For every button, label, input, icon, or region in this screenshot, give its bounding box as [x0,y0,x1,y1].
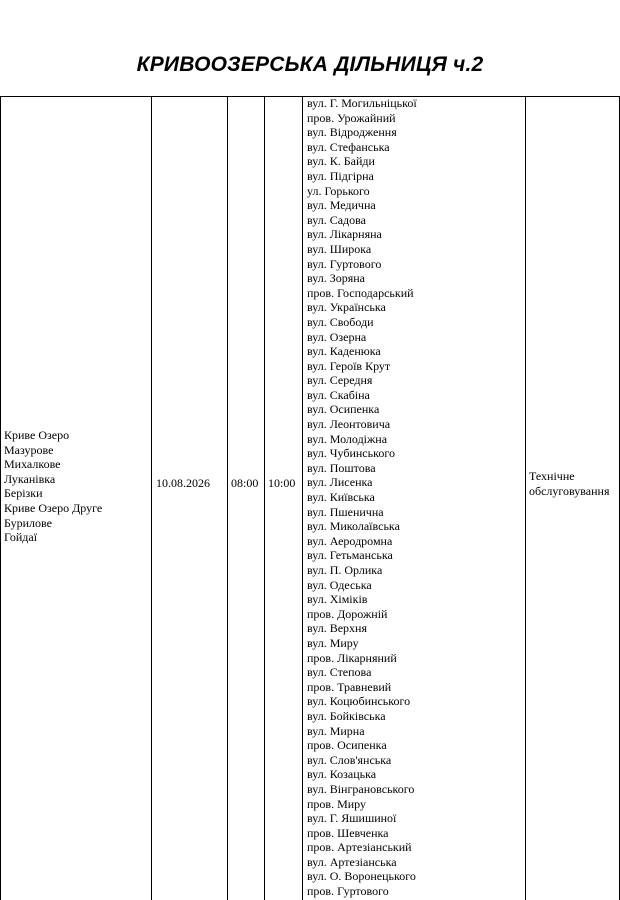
village-item: Мазурове [4,442,54,457]
street-item: вул. Чубинського [307,446,395,461]
street-item: пров. Миру [307,796,367,811]
village-item: Михалкове [4,457,61,472]
street-item: вул. Одеська [307,577,372,592]
street-item: вул. Свободи [307,314,374,329]
street-item: вул. О. Воронецького [307,869,416,884]
street-item: вул. Українська [307,300,386,315]
street-item: вул. Миколаївська [307,519,400,534]
street-item: вул. Зоряна [307,271,365,286]
street-item: ул. Горького [307,183,370,198]
date-cell: 10.08.2026 [156,476,210,490]
reason-cell [529,469,610,498]
street-item: вул. Лисенка [307,475,373,490]
street-item: пров. Господарський [307,285,414,300]
street-item: вул. Лікарняна [307,227,382,242]
street-item: пров. Шевченка [307,825,389,840]
street-item: вул. Леонтовича [307,417,391,432]
village-item: Бурилове [4,515,52,530]
street-item: вул. Стефанська [307,139,390,154]
street-item: вул. Г. Могильніцької [307,96,417,110]
end-time-cell: 10:00 [268,476,296,490]
village-item: Луканівка [4,471,56,486]
street-item: вул. Молодіжна [307,431,388,446]
street-item: вул. Коцюбинського [307,694,411,709]
street-item: вул. Аеродромна [307,533,393,548]
street-item: пров. Урожайний [307,110,396,125]
street-item: пров. Дорожній [307,606,388,621]
table-border-left [0,96,1,900]
street-item: пров. Осипенка [307,738,387,753]
street-item: вул. Середня [307,373,373,388]
outage-table [0,96,620,900]
street-item: вул. Гуртового [307,256,382,271]
village-item: Криве Озеро Друге [4,500,103,515]
street-item: вул. Мирна [307,723,365,738]
street-item: вул. Садова [307,212,366,227]
street-item: вул. Відродження [307,125,397,140]
village-item: Криве Озеро [4,428,70,442]
column-divider-1 [151,96,152,900]
street-item: вул. Г. Яшишиної [307,811,397,826]
street-item: вул. Хіміків [307,592,368,607]
street-item: вул. Пшенична [307,504,384,519]
street-item: вул. Бойківська [307,708,386,723]
street-item: вул. Озерна [307,329,367,344]
street-item: вул. Скабіна [307,387,370,402]
street-item: вул. Миру [307,635,359,650]
street-item: вул. Медична [307,198,376,213]
reason-line: обслуговування [529,483,610,498]
village-item: Берізки [4,486,43,501]
column-divider-5 [525,96,526,900]
street-item: вул. Вінграновського [307,781,415,796]
street-item: пров. Артезіанський [307,840,412,855]
village-item: Гойдаї [4,530,38,545]
street-item: пров. Лікарняний [307,650,397,665]
page-title: КРИВООЗЕРСЬКА ДІЛЬНИЦЯ ч.2 [136,53,484,76]
column-divider-2 [227,96,228,900]
reason-line: Технічне [529,469,575,483]
street-item: вул. Широка [307,241,372,256]
street-item: пров. Гуртового [307,884,389,899]
start-time-cell: 08:00 [231,476,259,490]
villages-cell [4,428,102,545]
street-item: вул. Київська [307,490,375,505]
street-item: вул. Артезіанська [307,854,397,869]
street-item: пров. Травневий [307,679,392,694]
street-item: вул. К. Байди [307,154,375,169]
street-item: вул. Каденюка [307,344,381,359]
street-item: вул. Гетьманська [307,548,393,563]
streets-cell [307,96,417,899]
street-item: вул. Слов'янська [307,752,392,767]
street-item: вул. Степова [307,665,372,680]
column-divider-3 [264,96,265,900]
street-item: вул. Козацька [307,767,377,782]
street-item: вул. Поштова [307,460,376,475]
street-item: вул. П. Орлика [307,563,383,577]
street-item: вул. Підгірна [307,168,374,183]
street-item: вул. Осипенка [307,402,380,417]
street-item: вул. Героїв Крут [307,358,391,373]
column-divider-4 [302,96,303,900]
street-item: вул. Верхня [307,621,367,636]
